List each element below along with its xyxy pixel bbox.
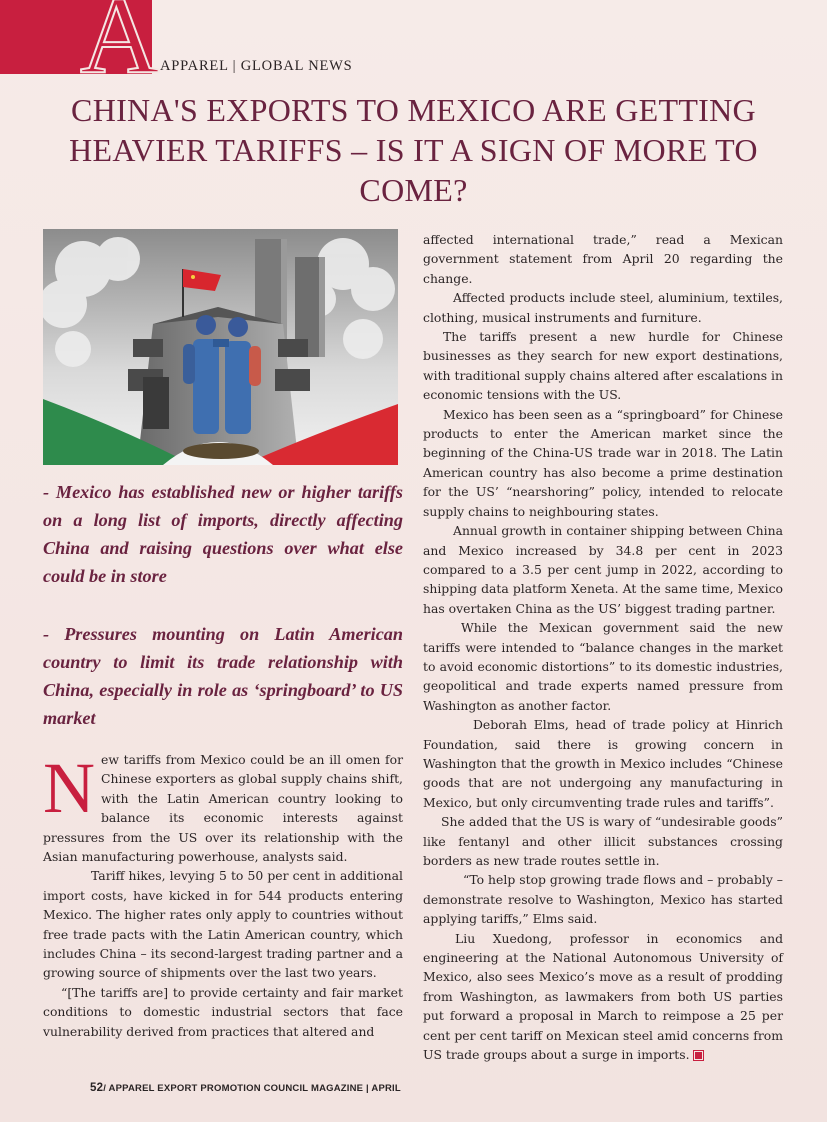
paragraph: Liu Xuedong, professor in economics and engineering at the National Autonomous University of Mexico, also sees Mexico’s move as a result of prodding from Washington, as lawmakers from both US parties put forward a proposal in March to reimpose a 25 per cent per cent tariff on Mexican steel amid concerns from US trade groups about a surge in imports.	[423, 930, 783, 1063]
highlight-quote-2: - Pressures mounting on Latin American country to limit its trade relationship with China, especially in role as ‘springboard’ to US market	[43, 624, 403, 728]
paragraph: The tariffs present a new hurdle for Chinese businesses as they search for new export destinations, with traditional supply chains altered after escalations in economic tensions with the US.	[423, 329, 783, 403]
paragraph: affected international trade,” read a Mexican government statement from April 20 regarding the change.	[423, 232, 783, 286]
paragraph: She added that the US is wary of “undesirable goods” like fentanyl and other illicit substances crossing borders as new trade routes settle in.	[423, 814, 783, 868]
page-footer	[90, 1082, 401, 1094]
paragraph: While the Mexican government said the new tariffs were intended to “balance changes in the market to avoid economic distortions” to its domestic industries, geopolitical and trade experts named pressure from Washington as another factor.	[423, 620, 783, 713]
hero-illustration	[43, 229, 398, 465]
article-left-column	[43, 750, 403, 1041]
article-right-column	[423, 230, 783, 1064]
end-of-article-icon	[694, 1051, 703, 1060]
paragraph: Affected products include steel, aluminium, textiles, clothing, musical instruments and furniture.	[423, 290, 783, 325]
footer-text: / APPAREL EXPORT PROMOTION COUNCIL MAGAZINE | APRIL	[103, 1083, 401, 1094]
paragraph: “To help stop growing trade flows and – probably – demonstrate resolve to Washington, Mexico has started applying tariffs,” Elms said.	[423, 872, 783, 927]
paragraph: Annual growth in container shipping between China and Mexico increased by 34.8 per cent in 2023 compared to a 3.5 per cent jump in 2022, according to shipping data platform Xeneta. At the same time, Mexico has overtaken China as the US’ biggest trading partner.	[423, 523, 783, 616]
drop-cap: N	[43, 748, 95, 828]
highlight-quote-1: - Mexico has established new or higher tariffs on a long list of imports, directly affecting China and raising questions over what else could be in store	[43, 482, 403, 586]
logo-letter: A	[80, 0, 160, 96]
paragraph: Tariff hikes, levying 5 to 50 per cent in additional import costs, have kicked in for 544 products entering Mexico. The higher rates only apply to countries without free trade pacts with the Latin American country, which includes China – its second-largest trading partner and a growing source of shipments over the last two years.	[43, 868, 403, 981]
paragraph: Mexico has been seen as a “springboard” for Chinese products to enter the American market since the beginning of the China-US trade war in 2018. The Latin American country has also become a prime destination for the US’ “nearshoring” policy, intended to relocate supply chains to neighbouring states.	[423, 406, 783, 519]
section-label: APPAREL | GLOBAL NEWS	[160, 58, 353, 74]
page-number: 52	[90, 1082, 104, 1094]
article-headline: CHINA'S EXPORTS TO MEXICO ARE GETTING HEAVIER TARIFFS – IS IT A SIGN OF MORE TO COME?	[69, 92, 758, 208]
paragraph: New tariffs from Mexico could be an ill omen for Chinese exporters as global supply chains shift, with the Latin American country looking to balance its economic interests against pressures from the US over its relationship with the Asian manufacturing powerhouse, analysts said.	[43, 748, 403, 865]
paragraph: “[The tariffs are] to provide certainty and fair market conditions to domestic industrial sectors that face vulnerability derived from practices that altered and	[43, 984, 403, 1039]
paragraph: Deborah Elms, head of trade policy at Hinrich Foundation, said there is growing concern in Washington that the growth in Mexico includes “Chinese goods that are not undergoing any manufacturing in Mexico, but only circumventing trade rules and tariffs”.	[423, 717, 783, 810]
